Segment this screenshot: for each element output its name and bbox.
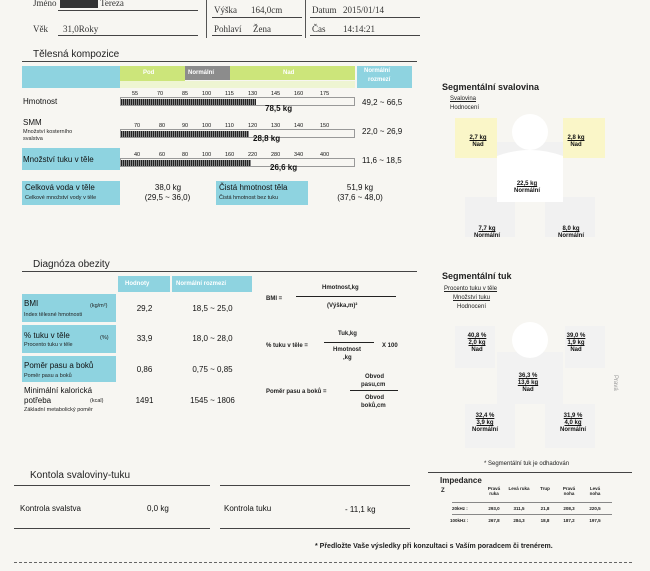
- bmr-sub: Základní metabolický poměr: [24, 407, 93, 413]
- weight-label: Hmotnost: [23, 97, 58, 106]
- formula-bmi-num: Hmotnost,kg: [322, 285, 359, 291]
- normal-ranges-1: Normální: [364, 68, 391, 74]
- formula-whr-den2: boků,cm: [361, 403, 386, 409]
- fat-right-arm: 39,0 % 1,9 kg Nad: [566, 333, 586, 353]
- sex-value: Žena: [253, 24, 271, 34]
- ffm-sub: Čistá hmotnost bez tuku: [219, 195, 279, 201]
- bmr-unit: (kcal): [90, 398, 104, 404]
- col-values: Hodnoty: [125, 281, 150, 287]
- time-label: Čas: [312, 24, 326, 34]
- sex-label: Pohlaví: [214, 24, 242, 34]
- whr-sub: Poměr pasu a boků: [24, 373, 72, 379]
- muscle-left-arm: 2,7 kg Nad: [469, 135, 487, 148]
- age-value: 31,0Roky: [63, 24, 99, 34]
- ffm-label: Čistá hmotnost těla: [219, 183, 288, 192]
- bmr-value: 1491: [135, 396, 154, 405]
- fat-mass-value: 26,6 kg: [270, 163, 298, 172]
- fat-control-value: - 11,1 kg: [345, 505, 376, 514]
- fat-legend-1: Procento tuku v těle: [444, 286, 498, 292]
- under-label: Pod: [143, 70, 155, 76]
- fat-right-leg: 31,9 % 4,0 kg Normální: [559, 413, 586, 433]
- date-value: 2015/01/14: [343, 5, 385, 15]
- formula-bmi-lhs: BMI =: [266, 296, 283, 302]
- imp-col-right-arm: Pravá ruka: [487, 486, 501, 496]
- formula-whr-num1: Obvod: [365, 374, 384, 380]
- formula-whr-lhs: Poměr pasu a boků =: [266, 389, 327, 395]
- fat-trunk: 36,3 % 13,6 kg Nad: [517, 373, 539, 393]
- muscle-right-leg: 8,0 kg Normální: [557, 226, 584, 239]
- smm-value: 28,8 kg: [253, 134, 281, 143]
- weight-range: 49,2 ~ 66,5: [362, 98, 403, 107]
- formula-fat-den1: Hmotnost: [333, 347, 361, 353]
- fat-mass-label: Množství tuku v těle: [23, 155, 94, 164]
- bmr-label: Minimální kalorická: [24, 386, 93, 395]
- bmi-unit: (kg/m²): [90, 303, 108, 309]
- fat-pct-value: 33,9: [136, 334, 153, 343]
- over-label: Nad: [283, 70, 295, 76]
- time-value: 14:14:21: [343, 24, 376, 34]
- imp-20-freq: 20kHz :: [452, 506, 468, 511]
- smm-bar: [121, 131, 249, 137]
- impedance-z: Z: [441, 488, 445, 494]
- fat-side-right: Pravá: [612, 375, 618, 391]
- imp-col-trunk: Trup: [540, 486, 550, 491]
- muscle-legend-1: Svalovina: [450, 96, 477, 102]
- formula-whr-num2: pasu,cm: [361, 382, 386, 388]
- formula-fat-den2: ,kg: [343, 355, 352, 361]
- formula-bmi-den: (Výška,m)²: [327, 303, 358, 309]
- fat-pct-unit: (%): [100, 335, 109, 341]
- height-value: 164,0cm: [251, 5, 283, 15]
- water-label: Celková voda v těle: [25, 183, 95, 192]
- smm-label: SMM: [23, 118, 42, 127]
- whr-value: 0,86: [136, 365, 153, 374]
- muscle-control-value: 0,0 kg: [147, 504, 169, 513]
- normal-ranges-2: rozmezí: [368, 77, 391, 83]
- muscle-right-arm: 2,8 kg Nad: [567, 135, 585, 148]
- segmental-fat-title: Segmentální tuk: [442, 271, 512, 281]
- footer-note: * Předložte Vaše výsledky při konzultaci s Vaším poradcem či trenérem.: [315, 543, 553, 550]
- imp-col-right-leg: Pravá noha: [562, 486, 576, 496]
- fat-left-arm: 40,8 % 2,0 kg Nad: [467, 333, 487, 353]
- bmi-range: 18,5 ~ 25,0: [192, 304, 233, 313]
- normal-label: Normální: [188, 70, 215, 76]
- fat-left-leg: 32,4 % 3,9 kg Normální: [471, 413, 498, 433]
- imp-col-left-arm: Levá ruka: [508, 486, 530, 491]
- ffm-range: (37,6 ~ 48,0): [337, 193, 383, 202]
- age-label: Věk: [33, 24, 48, 34]
- smm-sub1: Množství kosterního: [23, 129, 73, 135]
- fat-legend-2: Množství tuku: [453, 295, 491, 301]
- impedance-title: Impedance: [440, 476, 482, 485]
- body-composition-title: Tělesná kompozice: [33, 49, 120, 60]
- obesity-title: Diagnóza obezity: [33, 259, 110, 270]
- smm-range: 22,0 ~ 26,9: [362, 127, 403, 136]
- weight-bar: [121, 99, 256, 105]
- fat-pct-label: % tuku v těle: [24, 331, 70, 340]
- imp-col-left-leg: Levá noha: [589, 486, 601, 496]
- name-label: Jméno: [33, 0, 57, 8]
- whr-label: Poměr pasu a boků: [24, 361, 94, 370]
- formula-whr-den1: Obvod: [365, 395, 384, 401]
- bmr-range: 1545 ~ 1806: [190, 396, 235, 405]
- fat-legend-3: Hodnocení: [457, 304, 487, 310]
- muscle-left-leg: 7,7 kg Normální: [473, 226, 500, 239]
- formula-fat-lhs: % tuku v těle =: [266, 343, 308, 349]
- water-value: 38,0 kg: [154, 183, 182, 192]
- header: [0, 0, 650, 42]
- imp-100-freq: 100kHz :: [450, 518, 469, 523]
- name-redaction: [60, 0, 98, 8]
- bmi-label: BMI: [24, 299, 39, 308]
- control-title: Kontola svaloviny-tuku: [30, 470, 131, 481]
- smm-sub2: svalstva: [23, 136, 43, 142]
- bmi-sub: Index tělesné hmotnosti: [24, 312, 83, 318]
- water-range: (29,5 ~ 36,0): [144, 193, 191, 202]
- formula-fat-mult: X 100: [382, 343, 398, 349]
- bmi-value: 29,2: [136, 304, 153, 313]
- fat-bar: [121, 160, 251, 166]
- segmental-muscle-title: Segmentální svalovina: [442, 82, 540, 92]
- date-label: Datum: [312, 5, 337, 15]
- fat-estimated-note: * Segmentální tuk je odhadován: [484, 461, 570, 467]
- col-normal: Normální rozmezí: [176, 281, 227, 287]
- muscle-legend-2: Hodnocení: [450, 105, 480, 111]
- whr-range: 0,75 ~ 0,85: [192, 365, 233, 374]
- fat-control-label: Kontrola tuku: [224, 504, 272, 513]
- muscle-control-label: Kontrola svalstva: [20, 504, 81, 513]
- water-sub: Celkové množství vody v těle: [25, 195, 97, 201]
- weight-value: 78,5 kg: [265, 104, 293, 113]
- muscle-body-figure: [445, 112, 615, 242]
- muscle-trunk: 22,5 kg Normální: [513, 181, 540, 194]
- fat-pct-range: 18,0 ~ 28,0: [192, 334, 233, 343]
- fat-pct-sub: Procento tuku v těle: [24, 342, 73, 348]
- fat-mass-range: 11,6 ~ 18,5: [362, 156, 402, 165]
- ffm-value: 51,9 kg: [346, 183, 374, 192]
- formula-fat-num: Tuk,kg: [338, 331, 357, 337]
- bmr-label-2: potřeba: [24, 396, 52, 405]
- name-value: Tereza: [100, 0, 124, 8]
- height-label: Výška: [214, 5, 237, 15]
